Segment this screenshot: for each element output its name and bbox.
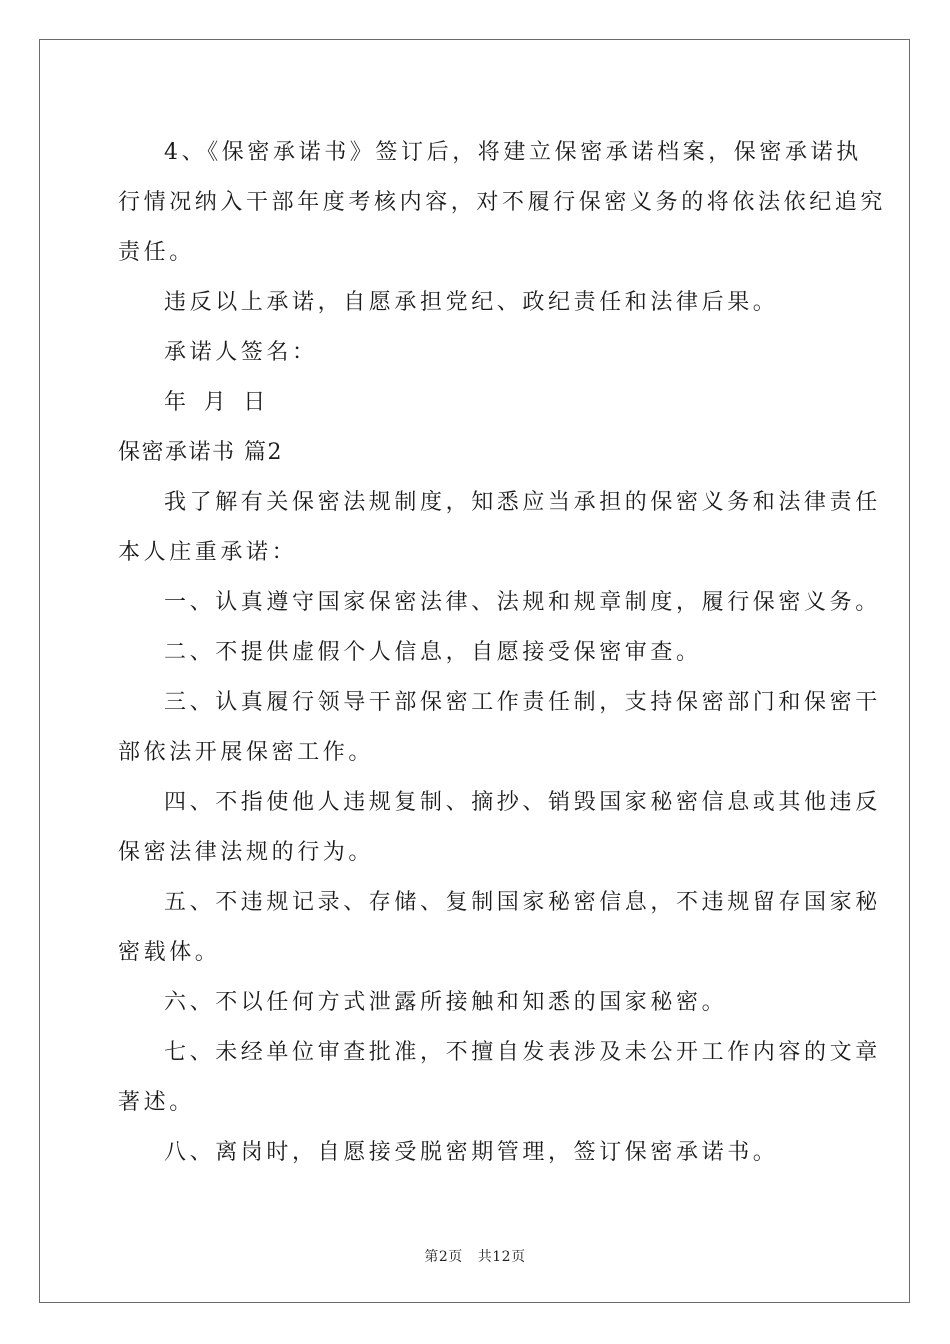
date-line [118, 378, 834, 428]
page-footer [0, 1246, 950, 1266]
total-pages: 共12页 [477, 1249, 526, 1265]
paragraph-line: 违反以上承诺，自愿承担党纪、政纪责任和法律后果。 [164, 290, 779, 315]
paragraph-line: 七、未经单位审查批准，不擅自发表涉及未公开工作内容的文章 [164, 1040, 881, 1065]
paragraph-line: 责任。 [118, 240, 195, 265]
date-year: 年 [164, 390, 190, 415]
date-day: 日 [243, 390, 269, 415]
paragraph-line: 保密法律法规的行为。 [118, 840, 375, 865]
paragraph-line: 二、不提供虚假个人信息，自愿接受保密审查。 [164, 640, 702, 665]
page-number: 第2页 [424, 1249, 463, 1265]
paragraph-line: 四、不指使他人违规复制、摘抄、销毁国家秘密信息或其他违反 [164, 790, 881, 815]
paragraph-line: 八、离岗时，自愿接受脱密期管理，签订保密承诺书。 [164, 1140, 779, 1165]
paragraph-line: 行情况纳入干部年度考核内容，对不履行保密义务的将依法依纪追究 [118, 190, 887, 215]
paragraph-line: 本人庄重承诺： [118, 540, 298, 565]
paragraph-line: 一、认真遵守国家保密法律、法规和规章制度，履行保密义务。 [164, 590, 881, 615]
paragraph-line: 密载体。 [118, 940, 221, 965]
section-title: 保密承诺书 篇2 [118, 440, 283, 465]
paragraph-line: 三、认真履行领导干部保密工作责任制，支持保密部门和保密干 [164, 690, 881, 715]
paragraph-line: 我了解有关保密法规制度，知悉应当承担的保密义务和法律责任 [164, 490, 881, 515]
paragraph-line: 五、不违规记录、存储、复制国家秘密信息，不违规留存国家秘 [164, 890, 881, 915]
paragraph-line: 六、不以任何方式泄露所接触和知悉的国家秘密。 [164, 990, 728, 1015]
date-month: 月 [203, 390, 230, 415]
document-body [118, 128, 887, 1178]
signature-label: 承诺人签名： [164, 340, 318, 365]
paragraph-line: 4、《保密承诺书》签订后，将建立保密承诺档案，保密承诺执 [164, 140, 862, 165]
paragraph-line: 部依法开展保密工作。 [118, 740, 375, 765]
paragraph-line: 著述。 [118, 1090, 195, 1115]
